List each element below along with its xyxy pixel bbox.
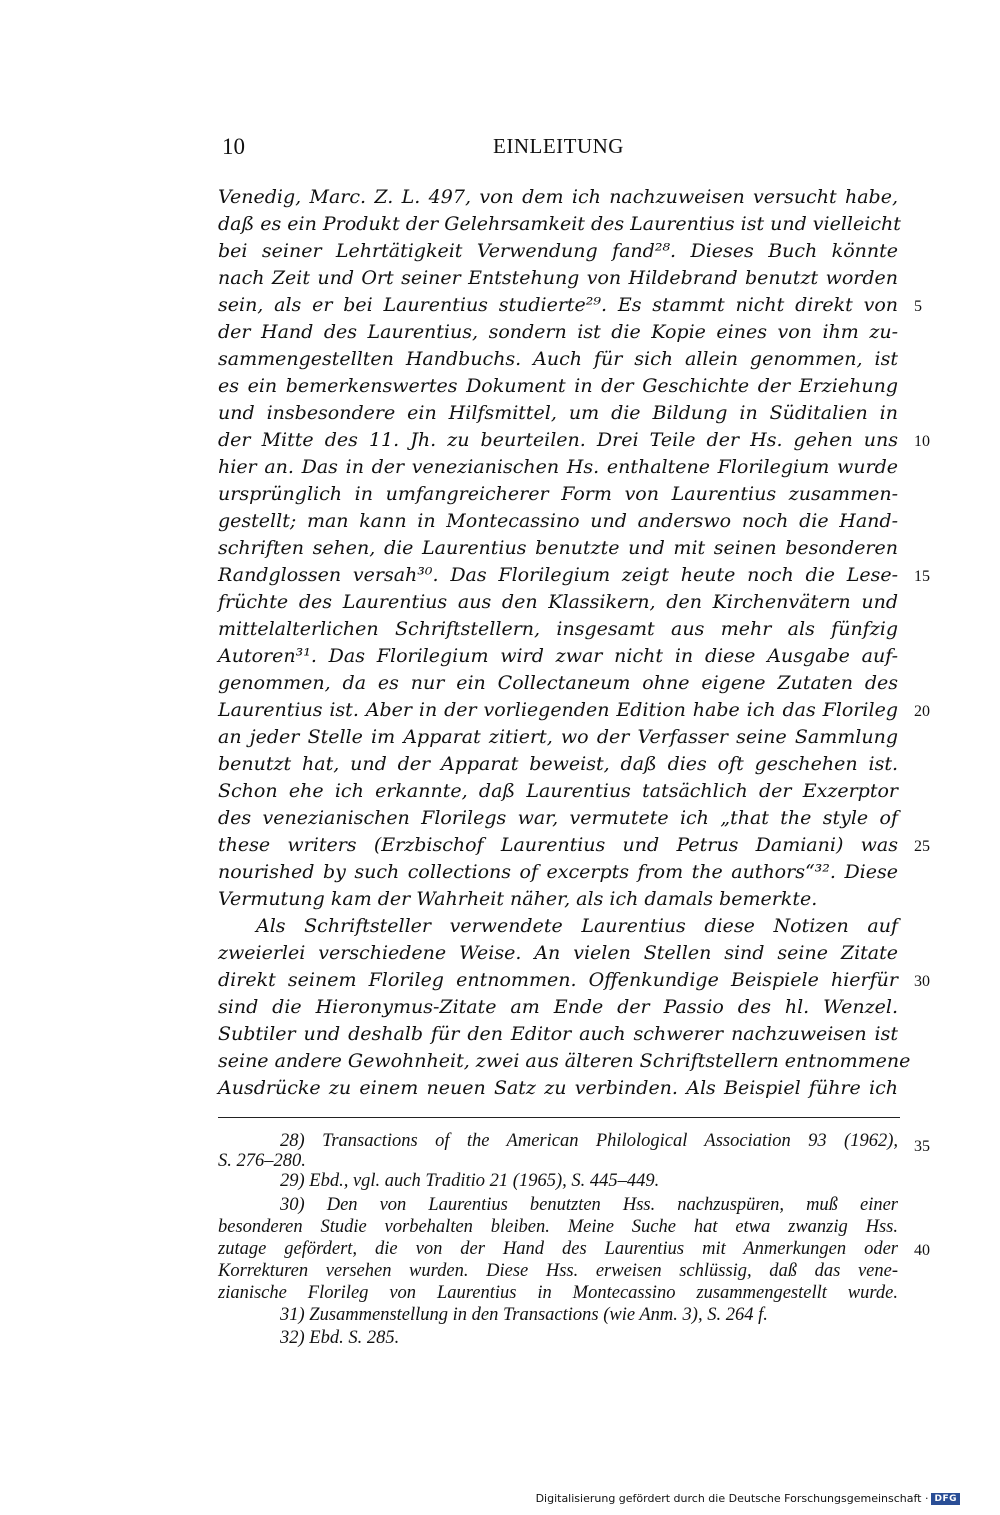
text-line: genommen, da es nur ein Collectaneum ohne eigene Zutaten des: [218, 672, 898, 694]
line-number: 40: [914, 1242, 930, 1259]
footnote-line: 32) Ebd. S. 285.: [280, 1328, 400, 1348]
text-line: sammengestellten Handbuchs. Auch für sich allein genommen, ist: [218, 348, 898, 370]
text-line: es ein bemerkenswertes Dokument in der Geschichte der Erziehung: [218, 375, 898, 397]
text-line: früchte des Laurentius aus den Klassikern, den Kirchenvätern und: [218, 591, 898, 613]
text-line: seine andere Gewohnheit, zwei aus älteren Schriftstellern entnommene: [218, 1050, 911, 1072]
footnote-line: Korrekturen versehen wurden. Diese Hss. erweisen schlüssig, daß das vene-: [218, 1261, 898, 1281]
footnote-line: zianische Florileg von Laurentius in Montecassino zusammengestellt wurde.: [218, 1283, 898, 1303]
line-number: 15: [914, 568, 930, 585]
text-line: Als Schriftsteller verwendete Laurentius diese Notizen auf: [256, 915, 898, 937]
line-number: 25: [914, 838, 930, 855]
digitization-credit: [536, 1492, 960, 1505]
text-line: Vermutung kam der Wahrheit näher, als ich damals bemerkte.: [218, 888, 818, 910]
text-line: sein, als er bei Laurentius studierte²⁹. Es stammt nicht direkt von: [218, 294, 898, 316]
text-line: hier an. Das in der venezianischen Hs. enthaltene Florilegium wurde: [218, 456, 898, 478]
text-line: des venezianischen Florilegs war, vermutete ich „that the style of: [218, 807, 898, 829]
text-line: these writers (Erzbischof Laurentius und Petrus Damiani) was: [218, 834, 898, 856]
line-number: 10: [914, 433, 930, 450]
line-number: 30: [914, 973, 930, 990]
line-number: 5: [914, 298, 922, 315]
text-line: Schon ehe ich erkannte, daß Laurentius tatsächlich der Exzerptor: [218, 780, 898, 802]
text-line: an jeder Stelle im Apparat zitiert, wo der Verfasser seine Sammlung: [218, 726, 898, 748]
text-line: direkt seinem Florileg entnommen. Offenkundige Beispiele hierfür: [218, 969, 898, 991]
text-line: ursprünglich in umfangreicherer Form von Laurentius zusammen-: [218, 483, 898, 505]
footnote-line: 31) Zusammenstellung in den Transactions (wie Anm. 3), S. 264 f.: [280, 1305, 768, 1325]
text-line: gestellt; man kann in Montecassino und anderswo noch die Hand-: [218, 510, 898, 532]
text-line: nach Zeit und Ort seiner Entstehung von Hildebrand benutzt worden: [218, 267, 898, 289]
line-number: 20: [914, 703, 930, 720]
text-line: der Hand des Laurentius, sondern ist die Kopie eines von ihm zu-: [218, 321, 898, 343]
text-line: nourished by such collections of excerpts from the authors“³². Diese: [218, 861, 898, 883]
text-line: zweierlei verschiedene Weise. An vielen Stellen sind seine Zitate: [218, 942, 898, 964]
footnote-line: 29) Ebd., vgl. auch Traditio 21 (1965), S. 445–449.: [280, 1171, 660, 1191]
text-line: schriften sehen, die Laurentius benutzte und mit seinen besonderen: [218, 537, 898, 559]
credit-text: Digitalisierung gefördert durch die Deutsche Forschungsgemeinschaft ·: [535, 1492, 929, 1505]
footnote-rule: [218, 1117, 900, 1118]
footnote-line: zutage gefördert, die von der Hand des Laurentius mit Anmerkungen oder: [218, 1239, 898, 1259]
text-line: der Mitte des 11. Jh. zu beurteilen. Drei Teile der Hs. gehen uns: [218, 429, 898, 451]
text-line: und insbesondere ein Hilfsmittel, um die Bildung in Süditalien in: [218, 402, 898, 424]
footnote-line: 28) Transactions of the American Philological Association 93 (1962),: [280, 1131, 898, 1151]
text-line: Subtiler und deshalb für den Editor auch schwerer nachzuweisen ist: [218, 1023, 898, 1045]
dfg-logo: DFG: [931, 1493, 960, 1505]
text-line: sind die Hieronymus-Zitate am Ende der Passio des hl. Wenzel.: [218, 996, 898, 1018]
line-number: 35: [914, 1138, 930, 1155]
footnote-line: S. 276–280.: [218, 1151, 306, 1171]
page-number: 10: [222, 134, 245, 159]
text-line: Ausdrücke zu einem neuen Satz zu verbinden. Als Beispiel führe ich: [218, 1077, 898, 1099]
running-head: EINLEITUNG: [493, 134, 624, 158]
text-line: Laurentius ist. Aber in der vorliegenden Edition habe ich das Florileg: [218, 699, 898, 721]
footnote-line: 30) Den von Laurentius benutzten Hss. nachzuspüren, muß einer: [280, 1195, 898, 1215]
text-line: Autoren³¹. Das Florilegium wird zwar nicht in diese Ausgabe auf-: [218, 645, 898, 667]
text-line: Randglossen versah³⁰. Das Florilegium zeigt heute noch die Lese-: [218, 564, 898, 586]
text-line: Venedig, Marc. Z. L. 497, von dem ich nachzuweisen versucht habe,: [218, 186, 898, 208]
text-line: benutzt hat, und der Apparat beweist, daß dies oft geschehen ist.: [218, 753, 898, 775]
footnote-line: besonderen Studie vorbehalten bleiben. Meine Suche hat etwa zwanzig Hss.: [218, 1217, 898, 1237]
text-line: mittelalterlichen Schriftstellern, insgesamt aus mehr als fünfzig: [218, 618, 898, 640]
text-line: daß es ein Produkt der Gelehrsamkeit des Laurentius ist und vielleicht: [218, 213, 901, 235]
text-line: bei seiner Lehrtätigkeit Verwendung fand²⁸. Dieses Buch könnte: [218, 240, 898, 262]
